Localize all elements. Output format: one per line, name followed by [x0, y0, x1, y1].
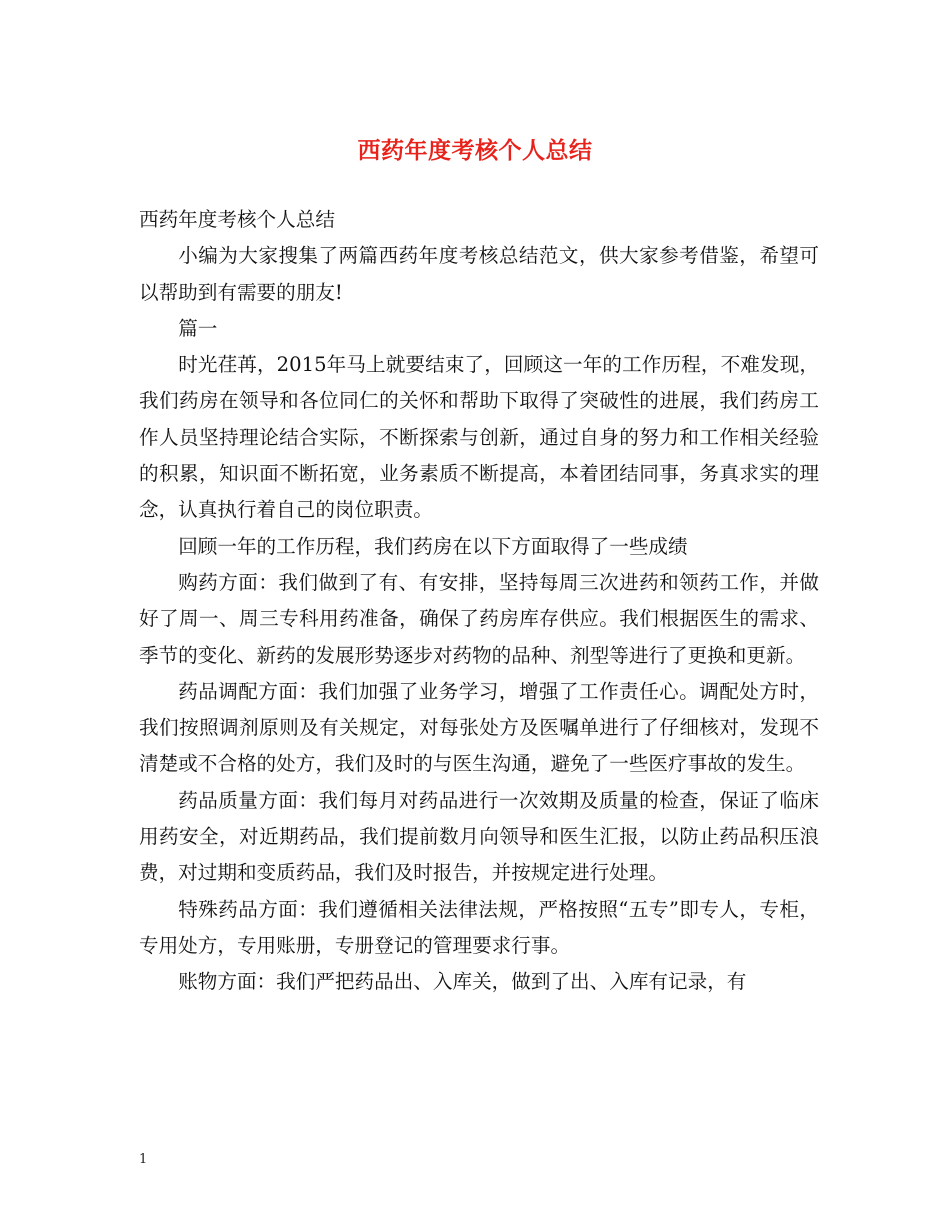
body-paragraph: 回顾一年的工作历程，我们药房在以下方面取得了一些成绩: [178, 534, 688, 558]
body-paragraph: 账物方面：我们严把药品出、入库关，做到了出、入库有记录，有: [178, 970, 747, 994]
intro-paragraph: 小编为大家搜集了两篇西药年度考核总结范文，供大家参考借鉴，希望可以帮助到有需要的朋友!: [139, 244, 819, 304]
body-paragraph: 特殊药品方面：我们遵循相关法律法规，严格按照“五专”即专人，专柜，专用处方，专用账册，专册登记的管理要求行事。: [139, 897, 819, 957]
subtitle-paragraph: 西药年度考核个人总结: [139, 208, 335, 231]
page-number: 1: [139, 1152, 148, 1167]
document-title: 西药年度考核个人总结: [357, 137, 593, 164]
body-paragraph: 购药方面：我们做到了有、有安排，坚持每周三次进药和领药工作，并做好了周一、周三专科用药准备，确保了药房库存供应。我们根据医生的需求、季节的变化、新药的发展形势逐步对药物的品种、剂型等进行了更换和更新。: [139, 570, 819, 667]
body-paragraph: 时光荏苒，2015年马上就要结束了，回顾这一年的工作历程，不难发现，我们药房在领导和各位同仁的关怀和帮助下取得了突破性的进展，我们药房工作人员坚持理论结合实际，不断探索与创新，通过自身的努力和工作相关经验的积累，知识面不断拓宽，业务素质不断提高，本着团结同事，务真求实的理念，认真执行着自己的岗位职责。: [139, 353, 819, 522]
section-heading: 篇一: [178, 316, 218, 340]
body-paragraph: 药品质量方面：我们每月对药品进行一次效期及质量的检查，保证了临床用药安全，对近期药品，我们提前数月向领导和医生汇报，以防止药品积压浪费，对过期和变质药品，我们及时报告，并按规定进行处理。: [139, 788, 819, 885]
document-body: [139, 202, 819, 1001]
body-paragraph: 药品调配方面：我们加强了业务学习，增强了工作责任心。调配处方时，我们按照调剂原则及有关规定，对每张处方及医嘱单进行了仔细核对，发现不清楚或不合格的处方，我们及时的与医生沟通，避免了一些医疗事故的发生。: [139, 679, 819, 776]
